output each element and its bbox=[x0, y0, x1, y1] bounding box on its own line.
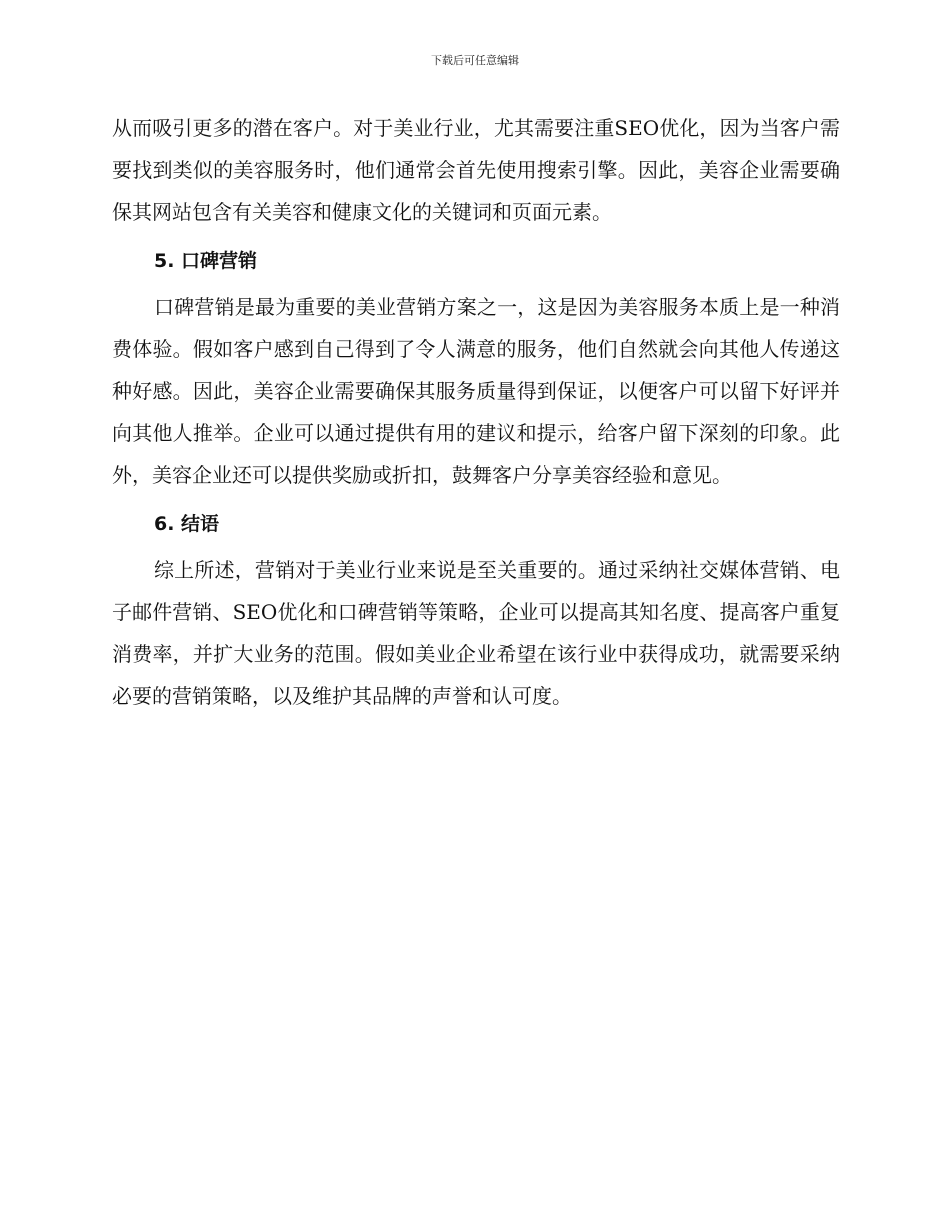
section-heading-word-of-mouth: 5. 口碑营销 bbox=[154, 250, 258, 272]
paragraph-word-of-mouth: 口碑营销是最为重要的美业营销方案之一，这是因为美容服务本质上是一种消费体验。假如客户感到自己得到了令人满意的服务，他们自然就会向其他人传递这种好感。因此，美容企业需要确保其服务质量得到保证，以便客户可以留下好评并向其他人推举。企业可以通过提供有用的建议和提示，给客户留下深刻的印象。此外，美容企业还可以提供奖励或折扣，鼓舞客户分享美容经验和意见。 bbox=[112, 295, 840, 487]
section-heading-conclusion: 6. 结语 bbox=[154, 513, 220, 535]
paragraph-conclusion: 综上所述，营销对于美业行业来说是至关重要的。通过采纳社交媒体营销、电子邮件营销、SEO优化和口碑营销等策略，企业可以提高其知名度、提高客户重复消费率，并扩大业务的范围。假如美业企业希望在该行业中获得成功，就需要采纳必要的营销策略，以及维护其品牌的声誉和认可度。 bbox=[112, 558, 840, 708]
page-header: 下载后可任意编辑 bbox=[431, 54, 519, 67]
paragraph-seo-continuation: 从而吸引更多的潜在客户。对于美业行业，尤其需要注重SEO优化，因为当客户需要找到类似的美容服务时，他们通常会首先使用搜索引擎。因此，美容企业需要确保其网站包含有关美容和健康文化的关键词和页面元素。 bbox=[112, 116, 840, 224]
document-body bbox=[112, 107, 840, 724]
